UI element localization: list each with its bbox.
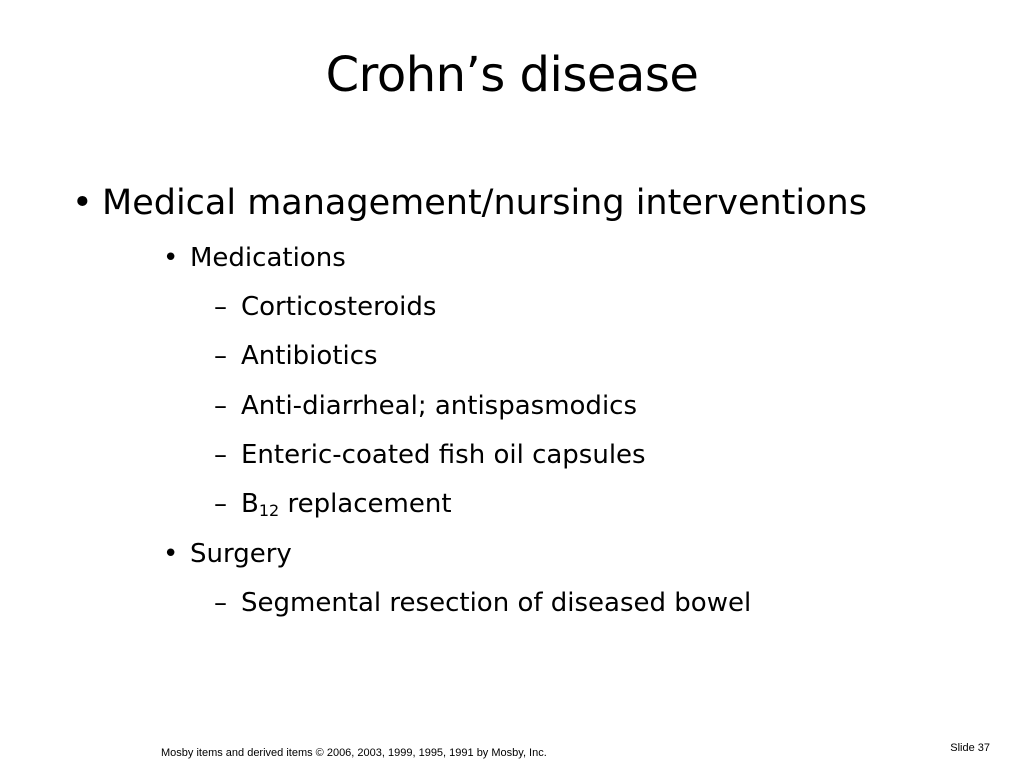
sub-bullet-medications xyxy=(163,238,346,278)
copyright-footer: Mosby items and derived items © 2006, 2003, 1999, 1995, 1991 by Mosby, Inc. xyxy=(161,747,547,759)
b12-prefix: B xyxy=(241,489,259,519)
surgery-item-text: Segmental resection of diseased bowel xyxy=(241,588,752,618)
bullet-glyph: • xyxy=(163,539,179,569)
main-bullet-point xyxy=(72,175,867,231)
sub-bullet-text: Medications xyxy=(190,243,346,273)
medication-item-text: Enteric-coated fish oil capsules xyxy=(241,440,646,470)
dash-glyph: – xyxy=(214,440,227,470)
dash-glyph: – xyxy=(214,391,227,421)
bullet-glyph: • xyxy=(72,183,93,223)
medication-item-text: Antibiotics xyxy=(241,341,378,371)
medication-item xyxy=(214,287,436,327)
dash-glyph: – xyxy=(214,489,227,519)
b12-suffix: replacement xyxy=(279,489,452,519)
b12-subscript: 12 xyxy=(258,501,280,520)
main-bullet-text: Medical management/nursing interventions xyxy=(102,183,867,223)
medication-item xyxy=(214,336,378,376)
sub-bullet-text: Surgery xyxy=(190,539,292,569)
medication-item xyxy=(214,386,637,426)
dash-glyph: – xyxy=(214,341,227,371)
slide-number: Slide 37 xyxy=(950,742,990,754)
bullet-glyph: • xyxy=(163,243,179,273)
medication-item-text: Anti-diarrheal; antispasmodics xyxy=(241,391,638,421)
surgery-item xyxy=(214,583,751,623)
slide-title: Crohn’s disease xyxy=(325,47,699,103)
sub-bullet-surgery xyxy=(163,534,292,574)
dash-glyph: – xyxy=(214,588,227,618)
medication-item-text: Corticosteroids xyxy=(241,292,437,322)
medication-item xyxy=(214,435,646,475)
dash-glyph: – xyxy=(214,292,227,322)
medication-item-b12 xyxy=(214,484,452,524)
